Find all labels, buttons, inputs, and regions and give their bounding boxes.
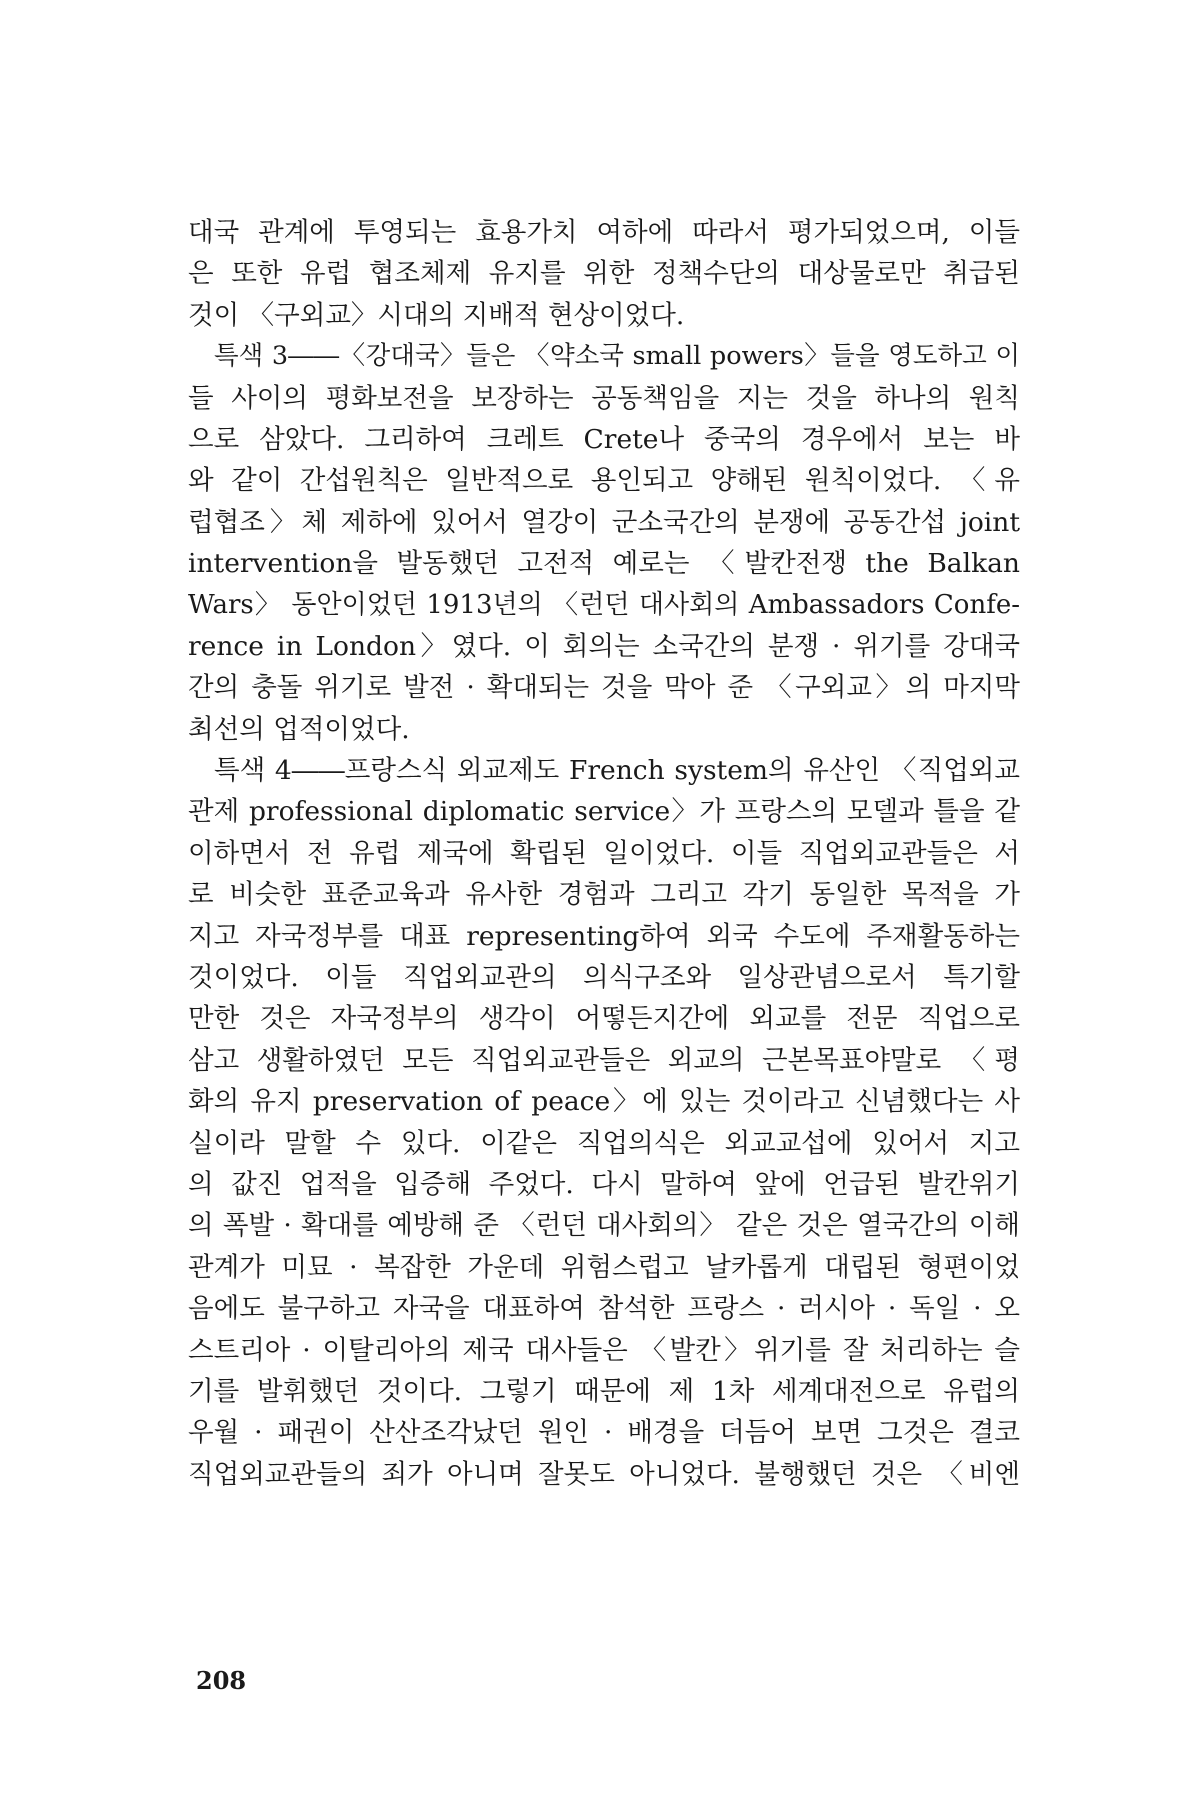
text-line: 의 폭발 · 확대를 예방해 준 〈런던 대사회의〉 같은 것은 열국간의 이해 [188, 1210, 1020, 1242]
text-line: 럽협조〉체 제하에 있어서 열강이 군소국간의 분쟁에 공동간섭 joint [188, 506, 1020, 538]
text-line: 지고 자국정부를 대표 representing하여 외국 수도에 주재활동하는 [188, 920, 1020, 952]
text-line: 음에도 불구하고 자국을 대표하여 참석한 프랑스 · 러시아 · 독일 · 오 [188, 1293, 1020, 1325]
text-line: 관제 professional diplomatic service〉가 프랑스의 모델과 틀을 같 [188, 796, 1020, 828]
text-line: 으로 삼았다. 그리하여 크레트 Crete나 중국의 경우에서 보는 바 [188, 423, 1020, 455]
text-line: rence in London〉였다. 이 회의는 소국간의 분쟁 · 위기를 강대국 [188, 630, 1020, 662]
text-line: 것이었다. 이들 직업외교관의 의식구조와 일상관념으로서 특기할 [188, 962, 1020, 994]
text-line: 의 값진 업적을 입증해 주었다. 다시 말하여 앞에 언급된 발칸위기 [188, 1168, 1020, 1200]
text-line: 대국 관계에 투영되는 효용가치 여하에 따라서 평가되었으며, 이들 [188, 217, 1020, 248]
text-line: 기를 발휘했던 것이다. 그렇기 때문에 제 1차 세계대전으로 유럽의 [188, 1375, 1020, 1407]
text-line: 이하면서 전 유럽 제국에 확립된 일이었다. 이들 직업외교관들은 서 [188, 837, 1020, 869]
text-line: intervention을 발동했던 고전적 예로는 〈발칸전쟁 the Balkan [188, 548, 1020, 580]
text-line: 스트리아 · 이탈리아의 제국 대사들은 〈발칸〉위기를 잘 처리하는 슬 [188, 1334, 1020, 1366]
paragraph-start-line: 특색 3――〈강대국〉들은 〈약소국 small powers〉들을 영도하고 이 [214, 341, 1020, 372]
body-text [188, 212, 1020, 1495]
text-line: 로 비슷한 표준교육과 유사한 경험과 그리고 각기 동일한 목적을 가 [188, 879, 1020, 911]
text-line: 은 또한 유럽 협조체제 유지를 위한 정책수단의 대상물로만 취급된 [188, 258, 1020, 290]
text-line: 화의 유지 preservation of peace〉에 있는 것이라고 신념했다는 사 [188, 1086, 1020, 1118]
text-line: 와 같이 간섭원칙은 일반적으로 용인되고 양해된 원칙이었다. 〈유 [188, 465, 1020, 497]
text-line: 것이 〈구외교〉시대의 지배적 현상이었다. [188, 299, 685, 331]
paragraph-start-line: 특색 4――프랑스식 외교제도 French system의 유산인 〈직업외교 [214, 755, 1020, 787]
text-line: 삼고 생활하였던 모든 직업외교관들은 외교의 근본목표야말로 〈평 [188, 1044, 1020, 1076]
text-line: 들 사이의 평화보전을 보장하는 공동책임을 지는 것을 하나의 원칙 [188, 382, 1020, 414]
text-line: 실이라 말할 수 있다. 이같은 직업의식은 외교교섭에 있어서 지고 [188, 1127, 1020, 1159]
text-line: 우월 · 패권이 산산조각났던 원인 · 배경을 더듬어 보면 그것은 결코 [188, 1417, 1020, 1449]
text-line: 최선의 업적이었다. [188, 713, 410, 745]
text-line: 만한 것은 자국정부의 생각이 어떻든지간에 외교를 전문 직업으로 [188, 1003, 1020, 1035]
text-line: Wars〉 동안이었던 1913년의 〈런던 대사회의 Ambassadors Confe- [188, 589, 1020, 620]
text-line: 간의 충돌 위기로 발전 · 확대되는 것을 막아 준 〈구외교〉의 마지막 [188, 672, 1020, 704]
text-line: 관계가 미묘 · 복잡한 가운데 위험스럽고 날카롭게 대립된 형편이었 [188, 1251, 1020, 1283]
text-line: 직업외교관들의 죄가 아니며 잘못도 아니었다. 불행했던 것은 〈비엔 [188, 1458, 1020, 1490]
page-number: 208 [196, 1666, 247, 1695]
